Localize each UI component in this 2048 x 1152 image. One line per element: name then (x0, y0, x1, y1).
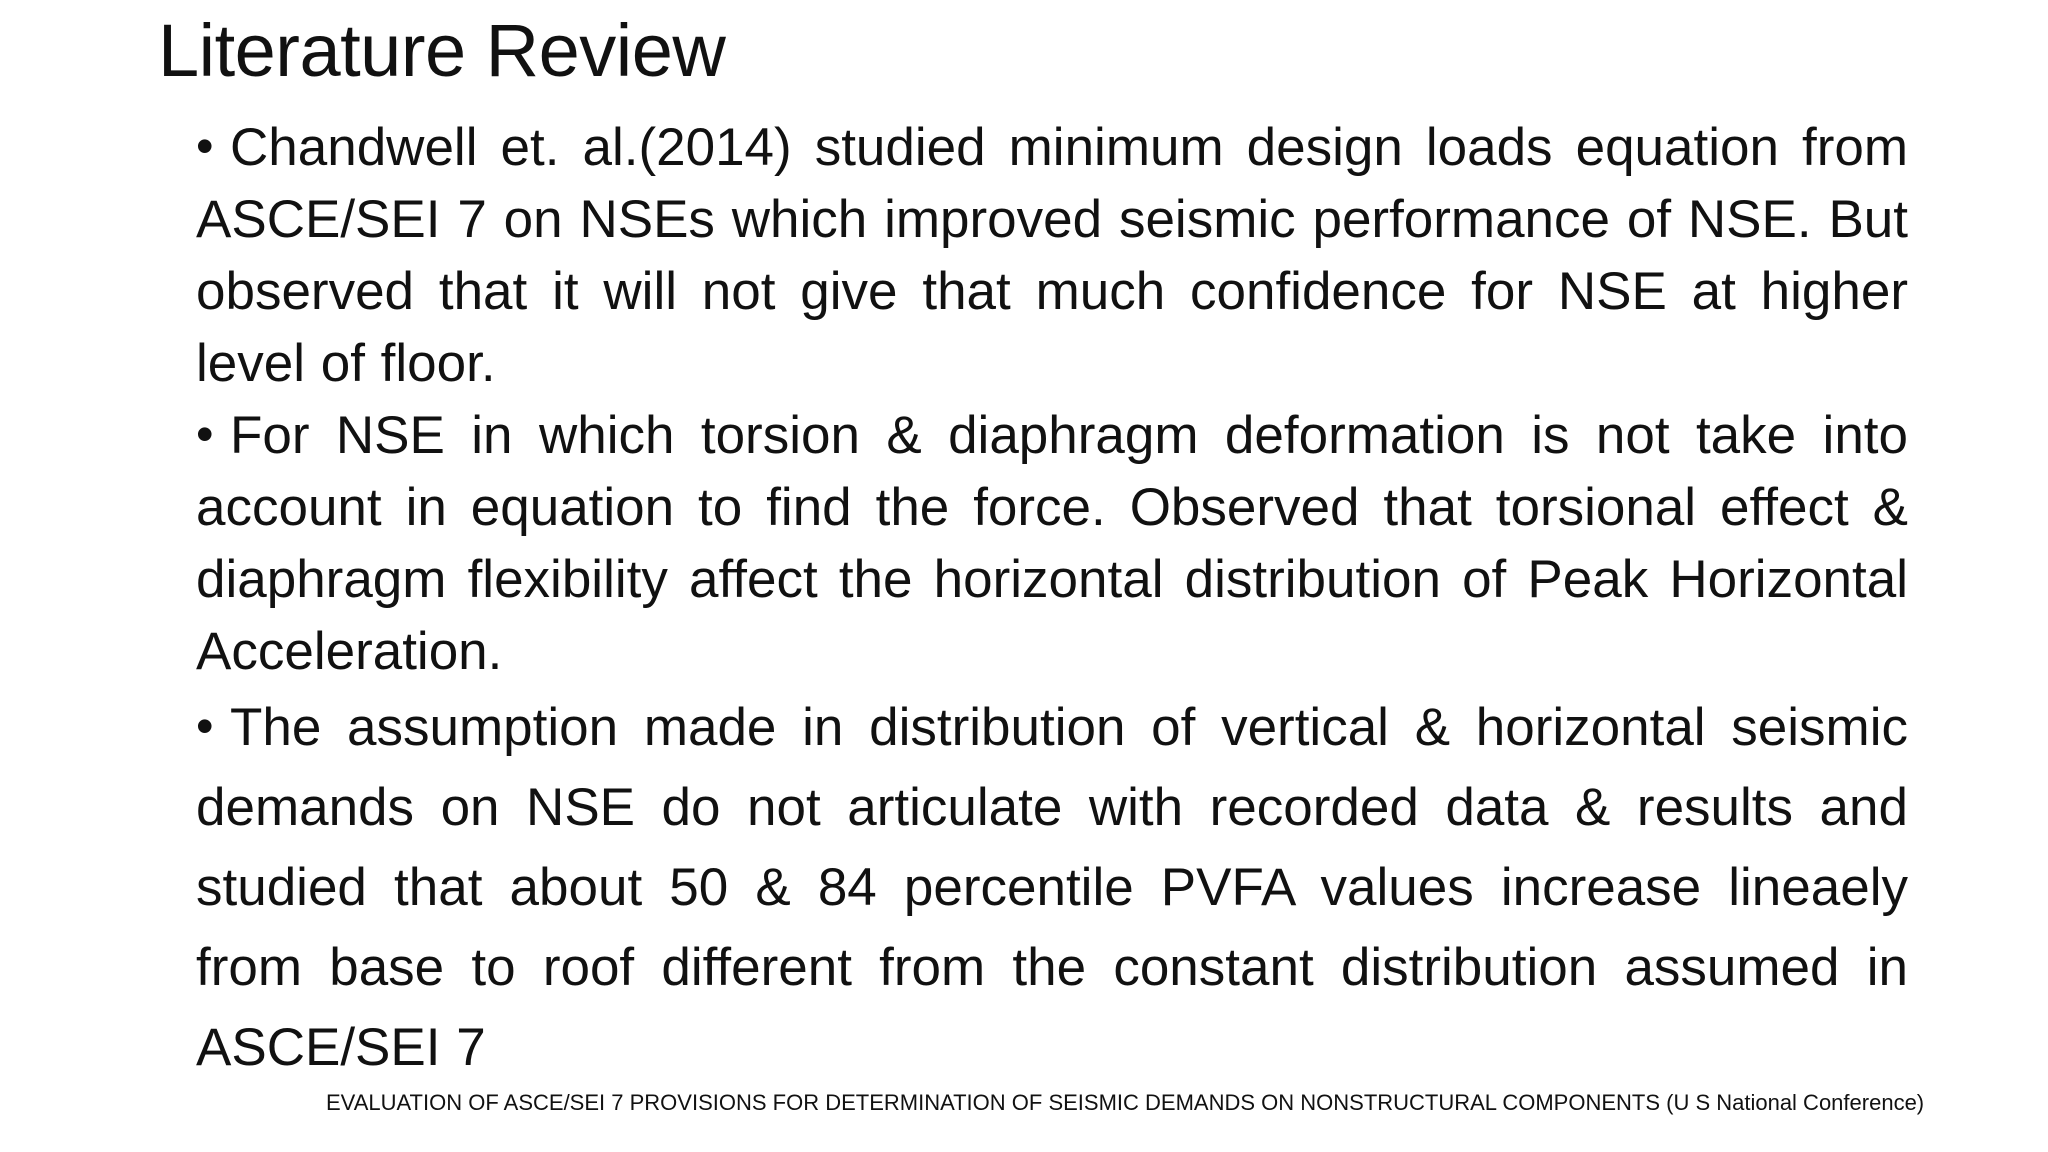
bullet-seismic-demand-assumption (196, 688, 1908, 1088)
bullet-text: The assumption made in distribution of vertical & horizontal seismic demands on NSE do not articulate with recorded data & results and studied that about 50 & 84 percentile PVFA values increase lineaely from base to roof different from the constant distribution assumed in ASCE/SEI 7 (196, 698, 1908, 1077)
footer-reference: EVALUATION OF ASCE/SEI 7 PROVISIONS FOR DETERMINATION OF SEISMIC DEMANDS ON NONSTRUCTURAL COMPONENTS (U S National Conference) (326, 1090, 1925, 1115)
bullet-text: For NSE in which torsion & diaphragm deformation is not take into account in equation to find the force. Observed that torsional effect & diaphragm flexibility affect the horizontal distribution of Peak Horizontal Acceleration. (196, 406, 1908, 681)
bullet-chandwell-study (196, 112, 1908, 400)
bullet-point-icon: • (196, 118, 214, 174)
bullet-point-icon: • (196, 406, 214, 462)
bullet-torsion-diaphragm (196, 400, 1908, 688)
bullet-text: Chandwell et. al.(2014) studied minimum design loads equation from ASCE/SEI 7 on NSEs which improved seismic performance of NSE. But observed that it will not give that much confidence for NSE at higher level of floor. (196, 118, 1908, 393)
bullet-point-icon: • (196, 698, 214, 754)
slide-title: Literature Review (158, 9, 726, 92)
literature-bullet-list (196, 112, 1908, 1088)
